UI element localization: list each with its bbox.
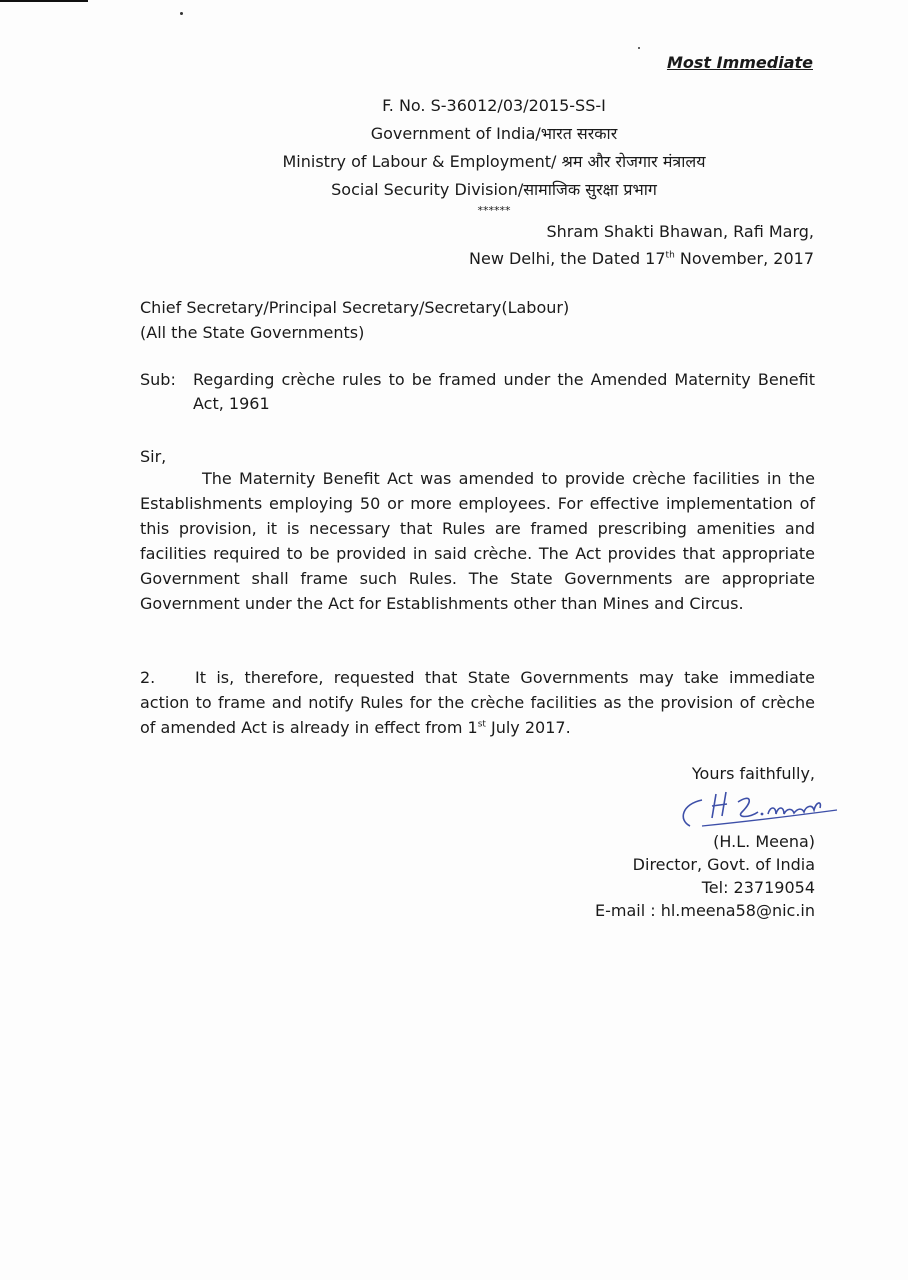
- recipient-block: [140, 295, 569, 345]
- signatory-name: (H.L. Meena): [713, 832, 815, 851]
- recipient-scope: (All the State Governments): [140, 323, 365, 342]
- signatory-phone: Tel: 23719054: [701, 878, 815, 897]
- recipient-title: Chief Secretary/Principal Secretary/Secretary(Labour): [140, 298, 570, 317]
- letter-date: New Delhi, the Dated 17th November, 2017: [469, 249, 814, 268]
- header-separator: ******: [477, 204, 511, 217]
- priority-marking: Most Immediate: [666, 53, 813, 72]
- government-line: Government of India/भारत सरकार: [370, 124, 618, 143]
- closing-line: Yours faithfully,: [691, 764, 815, 783]
- body-paragraph-2: 2. It is, therefore, requested that State Governments may take immediate action to frame and notify Rules for the crèche facilities as the provision of crèche of amended Act is already in effect from 1st July 2017.: [140, 665, 815, 740]
- subject-block: [140, 368, 815, 416]
- division-line: Social Security Division/सामाजिक सुरक्षा प्रभाग: [331, 180, 657, 199]
- scan-speck: [180, 12, 183, 15]
- signatory-email[interactable]: E-mail : hl.meena58@nic.in: [594, 901, 815, 920]
- file-number: F. No. S-36012/03/2015-SS-I: [382, 96, 606, 115]
- subject-label: Sub:: [140, 370, 176, 389]
- signatory-block: [595, 830, 815, 922]
- ministry-line: Ministry of Labour & Employment/ श्रम और रोजगार मंत्रालय: [282, 152, 706, 171]
- scan-edge-mark: [0, 0, 88, 2]
- scan-speck: [638, 47, 640, 49]
- handwritten-signature: [672, 782, 842, 834]
- salutation: Sir,: [140, 447, 167, 466]
- sender-address: [469, 218, 814, 272]
- subject-text: Regarding crèche rules to be framed under the Amended Maternity Benefit Act, 1961: [193, 370, 815, 413]
- paragraph-number: 2.: [140, 668, 156, 687]
- signatory-designation: Director, Govt. of India: [632, 855, 815, 874]
- letter-header: [0, 92, 908, 218]
- address-line: Shram Shakti Bhawan, Rafi Marg,: [546, 222, 814, 241]
- body-paragraph-1: The Maternity Benefit Act was amended to provide crèche facilities in the Establishments employing 50 or more employees. For effective implementation of this provision, it is necessary that Rules are framed prescribing amenities and facilities required to be provided in said crèche. The Act provides that appropriate Government shall frame such Rules. The State Governments are appropriate Government under the Act for Establishments other than Mines and Circus.: [140, 469, 815, 613]
